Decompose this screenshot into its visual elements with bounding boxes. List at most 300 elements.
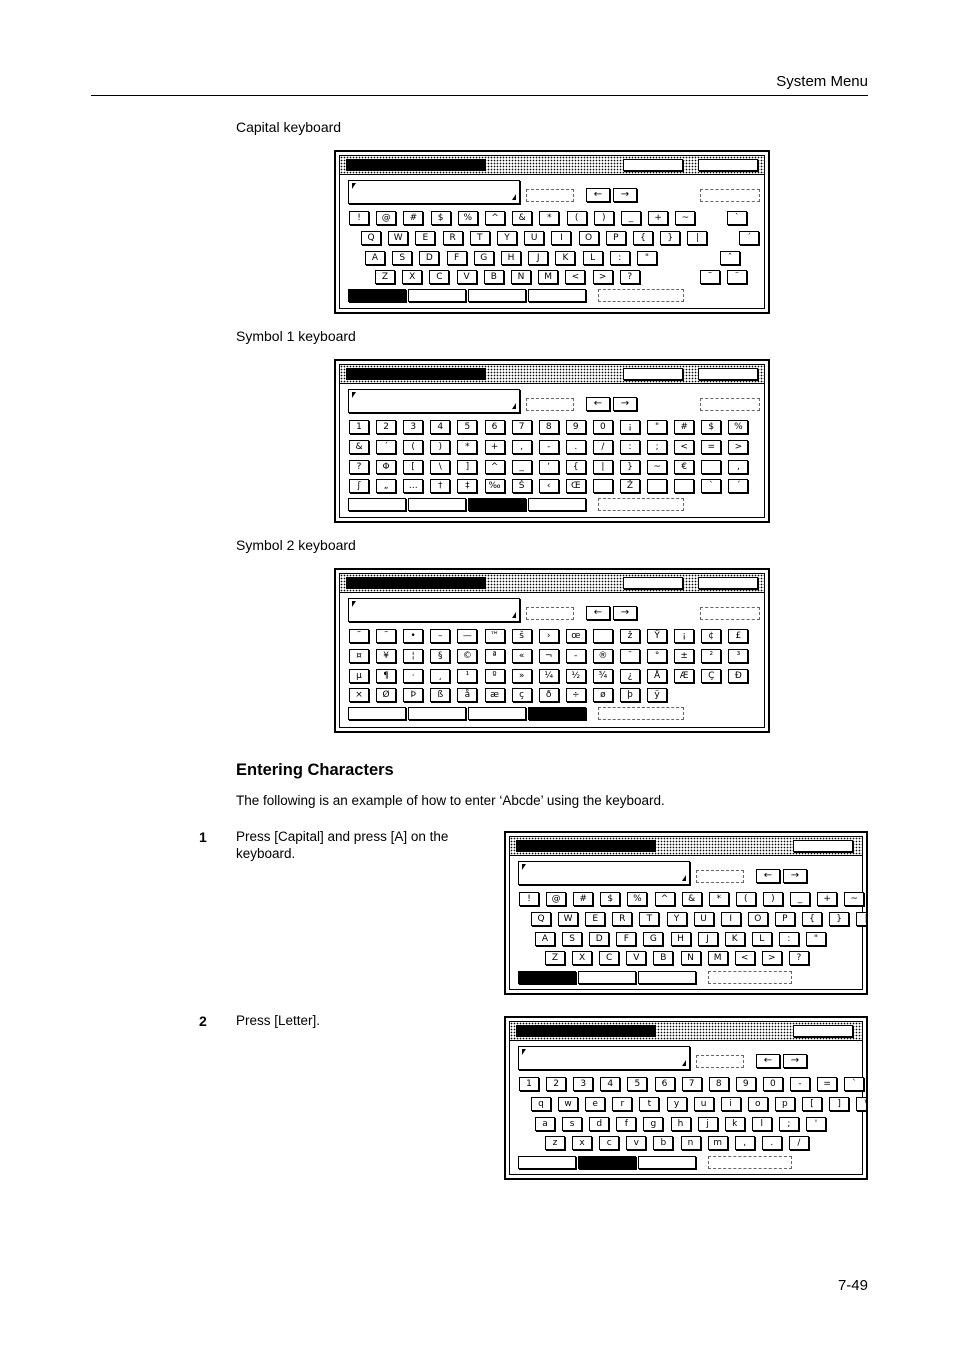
keyboard-key[interactable]: „ [376,479,396,493]
keyboard-key[interactable]: b [653,1136,673,1150]
letter-mode-button[interactable] [408,289,466,302]
keyboard-key[interactable]: ¾ [593,669,613,683]
keyboard-key[interactable]: B [653,951,673,965]
keyboard-key[interactable]: 6 [655,1077,675,1091]
keyboard-key[interactable]: ^ [485,460,505,474]
keyboard-key[interactable]: , [735,1136,755,1150]
keyboard-key[interactable]: , [512,440,532,454]
keyboard-key[interactable]: R [443,231,463,245]
cursor-left-button[interactable]: ← [586,188,610,202]
keyboard-key[interactable]: o [748,1097,768,1111]
keyboard-key[interactable]: x [572,1136,592,1150]
symbol2-mode-button[interactable] [528,498,586,511]
top-button-1[interactable] [623,577,683,589]
keyboard-key[interactable]: n [681,1136,701,1150]
keyboard-key[interactable]: 9 [566,420,586,434]
keyboard-key[interactable]: ; [779,1117,799,1131]
symbol1-mode-button[interactable] [468,289,526,302]
keyboard-key[interactable]: W [388,231,408,245]
keyboard-key[interactable]: , [728,460,748,474]
keyboard-key[interactable]: J [528,251,548,265]
symbol1-mode-button[interactable] [468,707,526,720]
keyboard-key[interactable]: d [589,1117,609,1131]
keyboard-key[interactable]: ? [789,951,809,965]
keyboard-key[interactable]: ¤ [349,649,369,663]
keyboard-key[interactable]: Š [512,479,532,493]
keyboard-key[interactable]: + [648,211,668,225]
keyboard-key[interactable] [701,460,721,474]
keyboard-key[interactable]: f [616,1117,636,1131]
cursor-left-button[interactable]: ← [586,606,610,620]
keyboard-key[interactable]: K [725,932,745,946]
keyboard-key[interactable]: ? [349,460,369,474]
backspace-button[interactable] [696,1055,744,1068]
keyboard-key[interactable]: : [779,932,799,946]
keyboard-key[interactable]: } [660,231,680,245]
keyboard-key[interactable]: ¨ [727,270,747,284]
keyboard-key[interactable]: 1 [519,1077,539,1091]
keyboard-key[interactable]: V [457,270,477,284]
keyboard-key[interactable]: - [566,649,586,663]
keyboard-key[interactable]: p [775,1097,795,1111]
keyboard-key[interactable]: c [599,1136,619,1150]
keyboard-key[interactable]: Ç [701,669,721,683]
keyboard-key[interactable]: y [667,1097,687,1111]
keyboard-key[interactable] [674,479,694,493]
keyboard-key[interactable]: < [735,951,755,965]
keyboard-key[interactable]: * [457,440,477,454]
keyboard-key[interactable]: ¡ [674,629,694,643]
keyboard-key[interactable]: ) [430,440,450,454]
keyboard-key[interactable]: ß [430,688,450,702]
keyboard-key[interactable]: 7 [682,1077,702,1091]
keyboard-key[interactable]: — [457,629,477,643]
keyboard-key[interactable]: w [558,1097,578,1111]
keyboard-key[interactable]: E [415,231,435,245]
backspace-button[interactable] [526,189,574,202]
keyboard-key[interactable]: { [633,231,653,245]
keyboard-key[interactable]: l [752,1117,772,1131]
keyboard-key[interactable]: 8 [709,1077,729,1091]
space-button[interactable] [700,607,760,620]
keyboard-key[interactable] [647,479,667,493]
keyboard-key[interactable]: 4 [430,420,450,434]
keyboard-key[interactable]: a [535,1117,555,1131]
keyboard-key[interactable]: ž [620,629,640,643]
keyboard-key[interactable]: – [430,629,450,643]
keyboard-key[interactable]: = [701,440,721,454]
top-button-2[interactable] [698,368,758,380]
keyboard-key[interactable]: å [457,688,477,702]
keyboard-key[interactable]: 2 [546,1077,566,1091]
keyboard-key[interactable]: ¥ [376,649,396,663]
keyboard-key[interactable]: % [458,211,478,225]
keyboard-key[interactable]: g [643,1117,663,1131]
keyboard-key[interactable]: P [775,912,795,926]
keyboard-key[interactable]: u [694,1097,714,1111]
keyboard-key[interactable]: ¢ [701,629,721,643]
keyboard-key[interactable]: 3 [573,1077,593,1091]
keyboard-key[interactable]: ` [844,1077,864,1091]
keyboard-key[interactable]: + [485,440,505,454]
keyboard-key[interactable]: 4 [600,1077,620,1091]
keyboard-key[interactable]: ! [349,211,369,225]
top-button-1[interactable] [623,159,683,171]
keyboard-key[interactable]: º [485,669,505,683]
keyboard-key[interactable]: X [402,270,422,284]
keyboard-key[interactable]: > [593,270,613,284]
keyboard-key[interactable]: • [403,629,423,643]
keyboard-key[interactable]: Ø [376,688,396,702]
keyboard-key[interactable]: - [790,1077,810,1091]
keyboard-key[interactable]: > [762,951,782,965]
backspace-button[interactable] [696,870,744,883]
keyboard-key[interactable]: { [566,460,586,474]
keyboard-key[interactable]: . [762,1136,782,1150]
keyboard-key[interactable]: Þ [403,688,423,702]
keyboard-key[interactable]: O [579,231,599,245]
keyboard-key[interactable]: ( [736,892,756,906]
keyboard-key[interactable]: ~ [647,460,667,474]
keyboard-key[interactable]: ¼ [539,669,559,683]
keyboard-key[interactable]: Z [545,951,565,965]
keyboard-key[interactable]: : [610,251,630,265]
keyboard-key[interactable]: [ [403,460,423,474]
keyboard-key[interactable]: U [524,231,544,245]
keyboard-key[interactable]: % [627,892,647,906]
keyboard-key[interactable]: ç [512,688,532,702]
keyboard-key[interactable]: þ [620,688,640,702]
keyboard-key[interactable]: \ [430,460,450,474]
keyboard-key[interactable]: Q [361,231,381,245]
keyboard-key[interactable]: : [620,440,640,454]
keyboard-key[interactable]: ¸ [430,669,450,683]
keyboard-key[interactable]: ˜ [700,270,720,284]
keyboard-key[interactable]: E [585,912,605,926]
keyboard-key[interactable]: $ [701,420,721,434]
symbol2-mode-button[interactable] [528,289,586,302]
keyboard-key[interactable]: ÿ [647,688,667,702]
keyboard-key[interactable]: N [511,270,531,284]
space-button[interactable] [700,398,760,411]
keyboard-key[interactable]: F [616,932,636,946]
keyboard-key[interactable]: ˜ [349,629,369,643]
keyboard-key[interactable]: C [429,270,449,284]
keyboard-key[interactable]: _ [621,211,641,225]
letter-mode-button[interactable] [578,1156,636,1169]
keyboard-key[interactable]: } [620,460,640,474]
keyboard-key[interactable]: & [349,440,369,454]
keyboard-key[interactable]: ˜ [376,629,396,643]
keyboard-key[interactable]: Z [375,270,395,284]
keyboard-key[interactable]: m [708,1136,728,1150]
keyboard-key[interactable]: # [573,892,593,906]
keyboard-key[interactable]: A [535,932,555,946]
keyboard-key[interactable]: ® [593,649,613,663]
keyboard-key[interactable]: \ [856,1097,868,1111]
keyboard-key[interactable]: ʃ [349,479,369,493]
keyboard-key[interactable]: B [484,270,504,284]
keyboard-key[interactable]: 0 [763,1077,783,1091]
keyboard-key[interactable]: ? [620,270,640,284]
cursor-right-button[interactable]: → [613,606,637,620]
keyboard-key[interactable]: ð [539,688,559,702]
letter-mode-button[interactable] [408,707,466,720]
keyboard-key[interactable]: / [789,1136,809,1150]
keyboard-key[interactable] [593,479,613,493]
keyboard-key[interactable]: # [403,211,423,225]
keyboard-key[interactable]: 5 [457,420,477,434]
keyboard-key[interactable]: $ [431,211,451,225]
keyboard-key[interactable]: " [647,420,667,434]
cursor-right-button[interactable]: → [783,869,807,883]
keyboard-key[interactable]: # [674,420,694,434]
keyboard-key[interactable]: ‹ [539,479,559,493]
keyboard-key[interactable]: " [806,932,826,946]
keyboard-key[interactable]: } [829,912,849,926]
keyboard-key[interactable]: s [562,1117,582,1131]
keyboard-key[interactable]: h [671,1117,691,1131]
keyboard-key[interactable]: ª [485,649,505,663]
keyboard-key[interactable]: æ [485,688,505,702]
cursor-right-button[interactable]: → [783,1054,807,1068]
keyboard-key[interactable]: 8 [539,420,559,434]
keyboard-key[interactable]: S [392,251,412,265]
keyboard-key[interactable]: + [817,892,837,906]
keyboard-key[interactable]: ø [593,688,613,702]
keyboard-key[interactable]: t [639,1097,659,1111]
keyboard-key[interactable]: q [531,1097,551,1111]
keyboard-key[interactable]: « [512,649,532,663]
keyboard-key[interactable]: | [593,460,613,474]
keyboard-key[interactable]: § [430,649,450,663]
capital-mode-button[interactable] [348,707,406,720]
keyboard-key[interactable]: V [626,951,646,965]
keyboard-key[interactable]: ¯ [620,649,640,663]
keyboard-key[interactable]: š [512,629,532,643]
keyboard-key[interactable]: ' [806,1117,826,1131]
keyboard-key[interactable]: 2 [376,420,396,434]
keyboard-key[interactable]: < [565,270,585,284]
keyboard-key[interactable]: & [682,892,702,906]
keyboard-key[interactable]: ~ [844,892,864,906]
keyboard-key[interactable]: j [698,1117,718,1131]
keyboard-key[interactable]: ` [701,479,721,493]
keyboard-key[interactable]: k [725,1117,745,1131]
keyboard-key[interactable]: D [419,251,439,265]
symbol2-mode-button[interactable] [528,707,586,720]
keyboard-key[interactable]: r [612,1097,632,1111]
keyboard-key[interactable]: 6 [485,420,505,434]
keyboard-key[interactable]: / [593,440,613,454]
keyboard-key[interactable]: T [639,912,659,926]
space-key-button[interactable] [598,707,684,720]
keyboard-key[interactable]: ‡ [457,479,477,493]
top-button-1[interactable] [793,1025,853,1037]
keyboard-key[interactable]: œ [566,629,586,643]
keyboard-key[interactable]: Å [647,669,667,683]
keyboard-key[interactable]: i [721,1097,741,1111]
keyboard-key[interactable]: ^ [655,892,675,906]
keyboard-key[interactable]: @ [376,211,396,225]
cursor-left-button[interactable]: ← [756,1054,780,1068]
keyboard-key[interactable]: | [687,231,707,245]
text-input-field[interactable] [518,1046,690,1070]
text-input-field[interactable] [348,389,520,413]
keyboard-key[interactable]: 9 [736,1077,756,1091]
keyboard-key[interactable]: { [802,912,822,926]
keyboard-key[interactable]: [ [802,1097,822,1111]
keyboard-key[interactable]: F [447,251,467,265]
keyboard-key[interactable]: Æ [674,669,694,683]
space-button[interactable] [700,189,760,202]
keyboard-key[interactable]: ‰ [485,479,505,493]
keyboard-key[interactable]: ½ [566,669,586,683]
keyboard-key[interactable]: Ð [728,669,748,683]
keyboard-key[interactable]: | [856,912,868,926]
symbol1-mode-button[interactable] [638,1156,696,1169]
keyboard-key[interactable]: z [545,1136,565,1150]
keyboard-key[interactable]: µ [349,669,369,683]
keyboard-key[interactable]: A [365,251,385,265]
cursor-right-button[interactable]: → [613,188,637,202]
keyboard-key[interactable]: ° [647,649,667,663]
keyboard-key[interactable]: D [589,932,609,946]
keyboard-key[interactable]: ( [567,211,587,225]
keyboard-key[interactable]: O [748,912,768,926]
keyboard-key[interactable]: W [558,912,578,926]
keyboard-key[interactable]: < [674,440,694,454]
keyboard-key[interactable]: ´ [376,440,396,454]
keyboard-key[interactable]: H [501,251,521,265]
keyboard-key[interactable]: × [349,688,369,702]
keyboard-key[interactable]: I [721,912,741,926]
keyboard-key[interactable]: † [430,479,450,493]
keyboard-key[interactable]: _ [790,892,810,906]
keyboard-key[interactable]: ¶ [376,669,396,683]
keyboard-key[interactable]: 3 [403,420,423,434]
keyboard-key[interactable]: © [457,649,477,663]
keyboard-key[interactable]: ) [594,211,614,225]
space-key-button[interactable] [708,1156,792,1169]
keyboard-key[interactable]: v [626,1136,646,1150]
keyboard-key[interactable]: ] [457,460,477,474]
keyboard-key[interactable] [593,629,613,643]
keyboard-key[interactable]: G [474,251,494,265]
keyboard-key[interactable]: M [538,270,558,284]
symbol1-mode-button[interactable] [638,971,696,984]
keyboard-key[interactable]: ´ [739,231,759,245]
keyboard-key[interactable]: _ [512,460,532,474]
keyboard-key[interactable]: ˆ [720,251,740,265]
keyboard-key[interactable]: X [572,951,592,965]
keyboard-key[interactable]: ™ [485,629,505,643]
keyboard-key[interactable]: ¬ [539,649,559,663]
keyboard-key[interactable]: = [817,1077,837,1091]
keyboard-key[interactable]: ‘ [539,460,559,474]
backspace-button[interactable] [526,607,574,620]
symbol1-mode-button[interactable] [468,498,526,511]
keyboard-key[interactable]: S [562,932,582,946]
keyboard-key[interactable]: . [566,440,586,454]
keyboard-key[interactable]: ; [647,440,667,454]
keyboard-key[interactable]: " [637,251,657,265]
keyboard-key[interactable]: M [708,951,728,965]
top-button-2[interactable] [698,159,758,171]
capital-mode-button[interactable] [348,498,406,511]
cursor-left-button[interactable]: ← [586,397,610,411]
keyboard-key[interactable]: ] [829,1097,849,1111]
keyboard-key[interactable]: @ [546,892,566,906]
keyboard-key[interactable]: Q [531,912,551,926]
keyboard-key[interactable]: Y [667,912,687,926]
keyboard-key[interactable]: Ž [620,479,640,493]
keyboard-key[interactable]: Y [497,231,517,245]
keyboard-key[interactable]: ) [763,892,783,906]
keyboard-key[interactable]: & [512,211,532,225]
cursor-left-button[interactable]: ← [756,869,780,883]
keyboard-key[interactable]: ¿ [620,669,640,683]
keyboard-key[interactable]: I [551,231,571,245]
keyboard-key[interactable]: P [606,231,626,245]
keyboard-key[interactable]: ~ [675,211,695,225]
capital-mode-button[interactable] [518,971,576,984]
keyboard-key[interactable]: Φ [376,460,396,474]
keyboard-key[interactable]: % [728,420,748,434]
capital-mode-button[interactable] [348,289,406,302]
keyboard-key[interactable]: T [470,231,490,245]
keyboard-key[interactable]: Œ [566,479,586,493]
letter-mode-button[interactable] [408,498,466,511]
keyboard-key[interactable]: * [539,211,559,225]
keyboard-key[interactable]: › [539,629,559,643]
keyboard-key[interactable]: ` [727,211,747,225]
keyboard-key[interactable]: L [583,251,603,265]
keyboard-key[interactable]: 0 [593,420,613,434]
keyboard-key[interactable]: 5 [627,1077,647,1091]
keyboard-key[interactable]: · [403,669,423,683]
keyboard-key[interactable]: > [728,440,748,454]
keyboard-key[interactable]: J [698,932,718,946]
keyboard-key[interactable]: ( [403,440,423,454]
keyboard-key[interactable]: ± [674,649,694,663]
backspace-button[interactable] [526,398,574,411]
keyboard-key[interactable]: C [599,951,619,965]
letter-mode-button[interactable] [578,971,636,984]
cursor-right-button[interactable]: → [613,397,637,411]
top-button-1[interactable] [793,840,853,852]
keyboard-key[interactable]: … [403,479,423,493]
keyboard-key[interactable]: L [752,932,772,946]
keyboard-key[interactable]: - [539,440,559,454]
keyboard-key[interactable]: * [709,892,729,906]
keyboard-key[interactable]: ³ [728,649,748,663]
keyboard-key[interactable]: H [671,932,691,946]
keyboard-key[interactable]: 7 [512,420,532,434]
keyboard-key[interactable]: N [681,951,701,965]
text-input-field[interactable] [348,598,520,622]
text-input-field[interactable] [518,861,690,885]
keyboard-key[interactable]: £ [728,629,748,643]
space-key-button[interactable] [708,971,792,984]
keyboard-key[interactable]: K [555,251,575,265]
keyboard-key[interactable]: » [512,669,532,683]
keyboard-key[interactable]: ¡ [620,420,640,434]
keyboard-key[interactable]: ¹ [457,669,477,683]
top-button-1[interactable] [623,368,683,380]
keyboard-key[interactable]: Ÿ [647,629,667,643]
keyboard-key[interactable]: U [694,912,714,926]
